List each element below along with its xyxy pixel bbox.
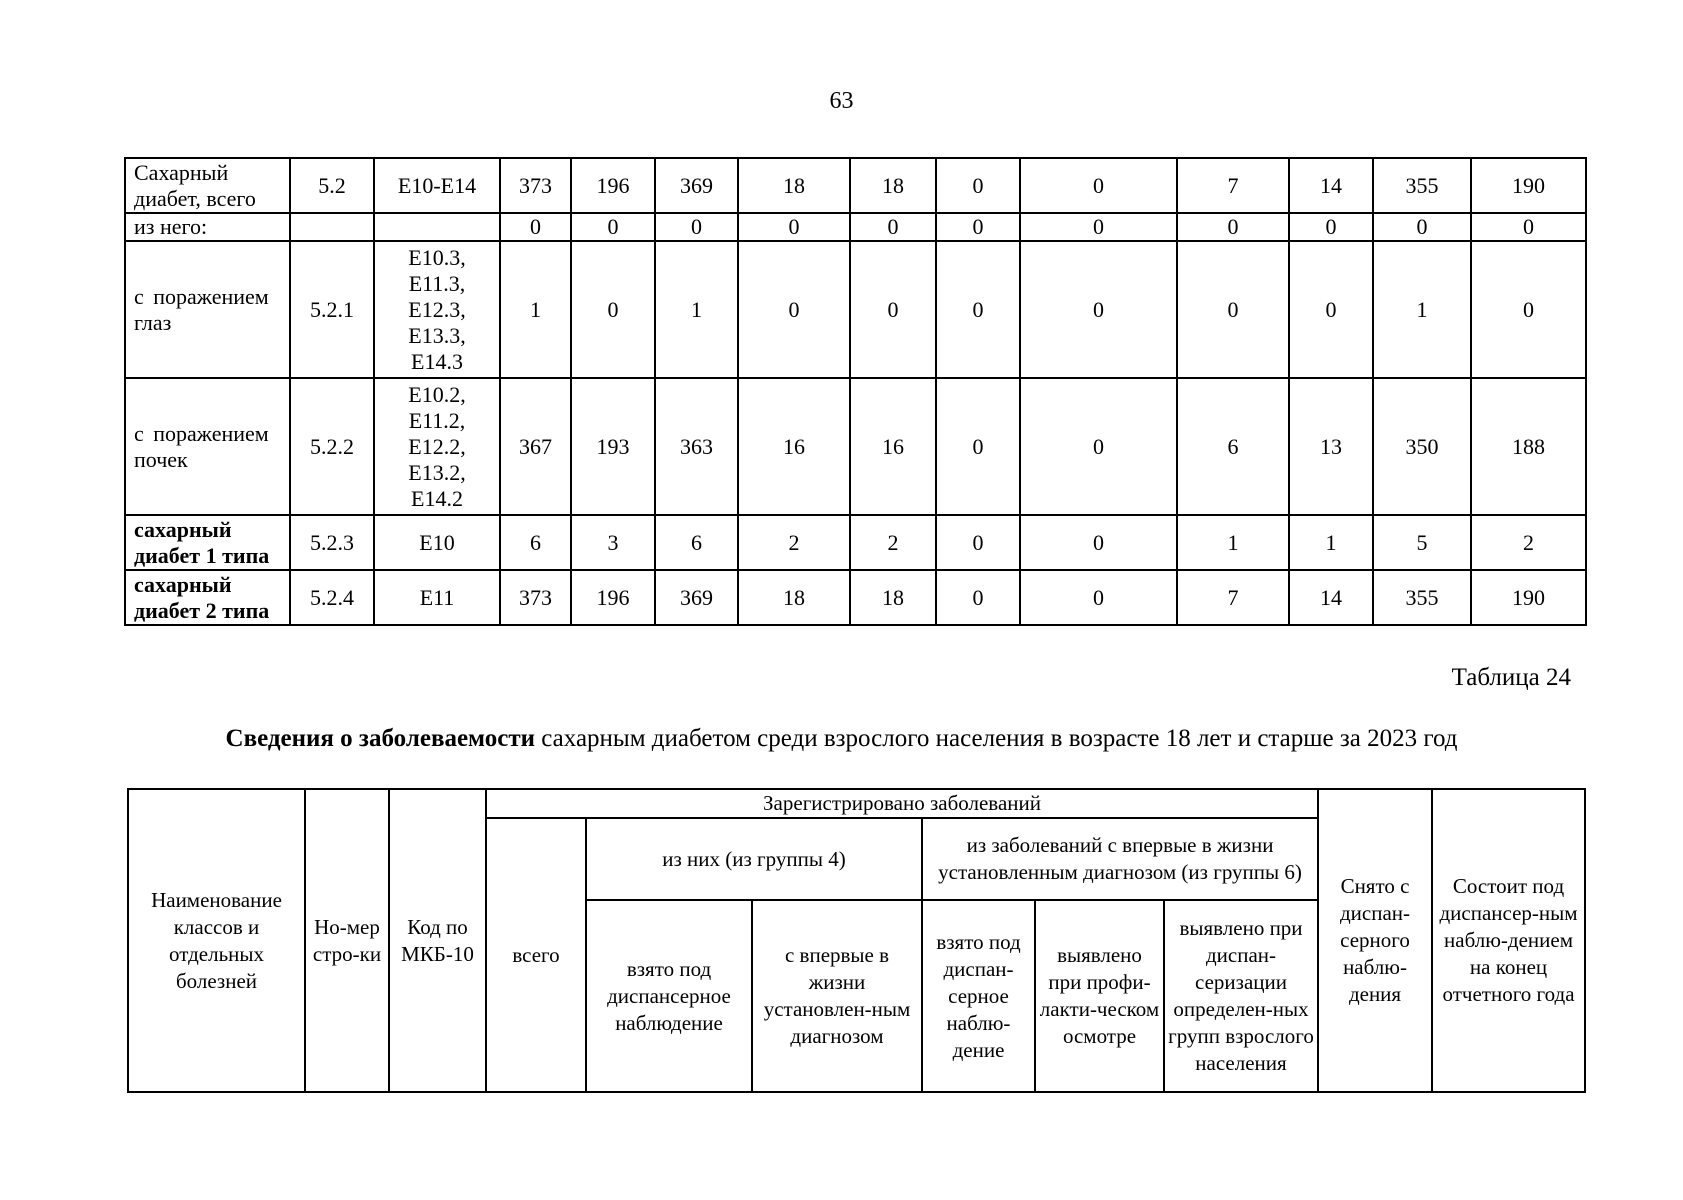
row-value-9: 0 [936,241,1020,378]
row-value-4: 367 [500,378,571,515]
icd-code-line: E14.3 [411,348,463,374]
table-row [125,158,1586,213]
row-value-6: 1 [655,241,738,378]
continued-table-body [125,158,1586,625]
icd-code-line: E13.2, [408,459,466,485]
icd-code-line: E12.2, [408,433,466,459]
row-value-7: 0 [738,241,850,378]
row-value-5: 0 [571,241,655,378]
row-number: 5.2.2 [290,378,374,515]
row-value-7: 0 [738,213,850,241]
header-registered: Зарегистрировано заболеваний [486,789,1318,818]
row-icd-code [374,570,500,625]
row-value-6: 6 [655,515,738,570]
row-name: сахарный диабет 2 типа [125,570,290,625]
header-col-name: Наименование классов и отдельных болезней [128,789,305,1092]
icd-code-line: E14.2 [411,485,463,511]
table-row [125,213,1586,241]
row-value-10: 0 [1020,515,1177,570]
row-value-10: 0 [1020,158,1177,213]
row-value-10: 0 [1020,241,1177,378]
icd-code-line: E11.3, [408,270,466,296]
row-value-13: 1 [1373,241,1471,378]
table-title-rest: сахарным диабетом среди взрослого населения в возрасте 18 лет и старше за 2023 год [535,725,1458,752]
header-taken-dispensary-new: взято под диспан-серное наблю-дение [922,900,1035,1092]
row-value-14: 188 [1471,378,1586,515]
row-value-5: 193 [571,378,655,515]
table-row [125,241,1586,378]
row-value-14: 2 [1471,515,1586,570]
row-icd-code [374,378,500,515]
row-value-6: 0 [655,213,738,241]
row-number [290,213,374,241]
row-value-7: 16 [738,378,850,515]
icd-code-line: E13.3, [408,322,466,348]
header-of-them: из них (из группы 4) [586,818,922,900]
row-value-5: 196 [571,570,655,625]
header-col-row-number: Но-мер стро-ки [305,789,389,1092]
header-of-new-diagnosis: из заболеваний с впервые в жизни установленным диагнозом (из группы 6) [922,818,1318,900]
icd-code-line: E10.3, [408,244,466,270]
row-value-8: 0 [850,241,936,378]
icd-code-line: E10 [419,529,455,555]
row-value-4: 373 [500,570,571,625]
header-consists: Состоит под диспансер-ным наблю-дением на конец отчетного года [1432,789,1585,1092]
row-value-9: 0 [936,570,1020,625]
row-name: Сахарный диабет, всего [125,158,290,213]
row-number: 5.2 [290,158,374,213]
row-value-13: 355 [1373,570,1471,625]
row-value-10: 0 [1020,213,1177,241]
row-value-4: 0 [500,213,571,241]
row-value-14: 190 [1471,158,1586,213]
row-name: из него: [125,213,290,241]
row-icd-code [374,213,500,241]
row-value-6: 363 [655,378,738,515]
row-name: с поражением почек [125,378,290,515]
row-value-6: 369 [655,570,738,625]
table-row [125,515,1586,570]
page-number: 63 [829,88,854,114]
icd-code-line: E11 [419,584,455,610]
row-value-10: 0 [1020,570,1177,625]
row-name: с поражением глаз [125,241,290,378]
table-title [0,725,1683,753]
row-value-12: 1 [1289,515,1373,570]
row-value-9: 0 [936,515,1020,570]
row-icd-code [374,241,500,378]
row-value-13: 355 [1373,158,1471,213]
row-value-5: 3 [571,515,655,570]
table-title-bold: Сведения о заболеваемости [225,725,536,752]
row-value-8: 0 [850,213,936,241]
icd-code-line: E10-E14 [397,172,477,198]
row-value-13: 0 [1373,213,1471,241]
row-number: 5.2.4 [290,570,374,625]
row-value-11: 0 [1177,241,1289,378]
row-value-8: 16 [850,378,936,515]
header-removed: Снято с диспан-серного наблю-дения [1318,789,1432,1092]
row-value-14: 190 [1471,570,1586,625]
row-value-12: 14 [1289,570,1373,625]
row-value-4: 6 [500,515,571,570]
icd-code-line: E12.3, [408,296,466,322]
row-value-11: 7 [1177,570,1289,625]
row-value-9: 0 [936,213,1020,241]
row-value-8: 18 [850,158,936,213]
row-value-9: 0 [936,158,1020,213]
icd-code-line: E11.2, [408,407,466,433]
row-icd-code [374,515,500,570]
row-value-11: 7 [1177,158,1289,213]
row-value-12: 14 [1289,158,1373,213]
row-value-11: 0 [1177,213,1289,241]
header-col-icd: Код по МКБ-10 [389,789,486,1092]
row-value-6: 369 [655,158,738,213]
row-value-14: 0 [1471,213,1586,241]
header-found-dispensary: выявлено при диспан-серизации определен-ных групп взрослого населения [1164,900,1318,1092]
header-first-time-diagnosis: с впервые в жизни установлен-ным диагнозом [752,900,922,1092]
row-number: 5.2.1 [290,241,374,378]
row-value-13: 5 [1373,515,1471,570]
header-table [127,788,1586,1093]
row-number: 5.2.3 [290,515,374,570]
table-row [125,570,1586,625]
row-value-4: 1 [500,241,571,378]
row-name: сахарный диабет 1 типа [125,515,290,570]
row-value-8: 18 [850,570,936,625]
row-value-4: 373 [500,158,571,213]
row-value-14: 0 [1471,241,1586,378]
row-value-12: 0 [1289,241,1373,378]
row-value-5: 196 [571,158,655,213]
row-value-7: 18 [738,158,850,213]
icd-code-line: E10.2, [408,381,466,407]
row-value-8: 2 [850,515,936,570]
continued-table [124,157,1587,626]
table-row [125,378,1586,515]
row-value-13: 350 [1373,378,1471,515]
row-value-7: 18 [738,570,850,625]
row-icd-code [374,158,500,213]
row-value-11: 6 [1177,378,1289,515]
row-value-5: 0 [571,213,655,241]
header-total: всего [486,818,586,1092]
row-value-9: 0 [936,378,1020,515]
row-value-7: 2 [738,515,850,570]
row-value-10: 0 [1020,378,1177,515]
row-value-12: 0 [1289,213,1373,241]
header-taken-dispensary: взято под диспансерное наблюдение [586,900,752,1092]
header-found-prophylactic: выявлено при профи-лакти-ческом осмотре [1035,900,1164,1092]
table-label: Таблица 24 [1451,664,1571,691]
row-value-11: 1 [1177,515,1289,570]
row-value-12: 13 [1289,378,1373,515]
